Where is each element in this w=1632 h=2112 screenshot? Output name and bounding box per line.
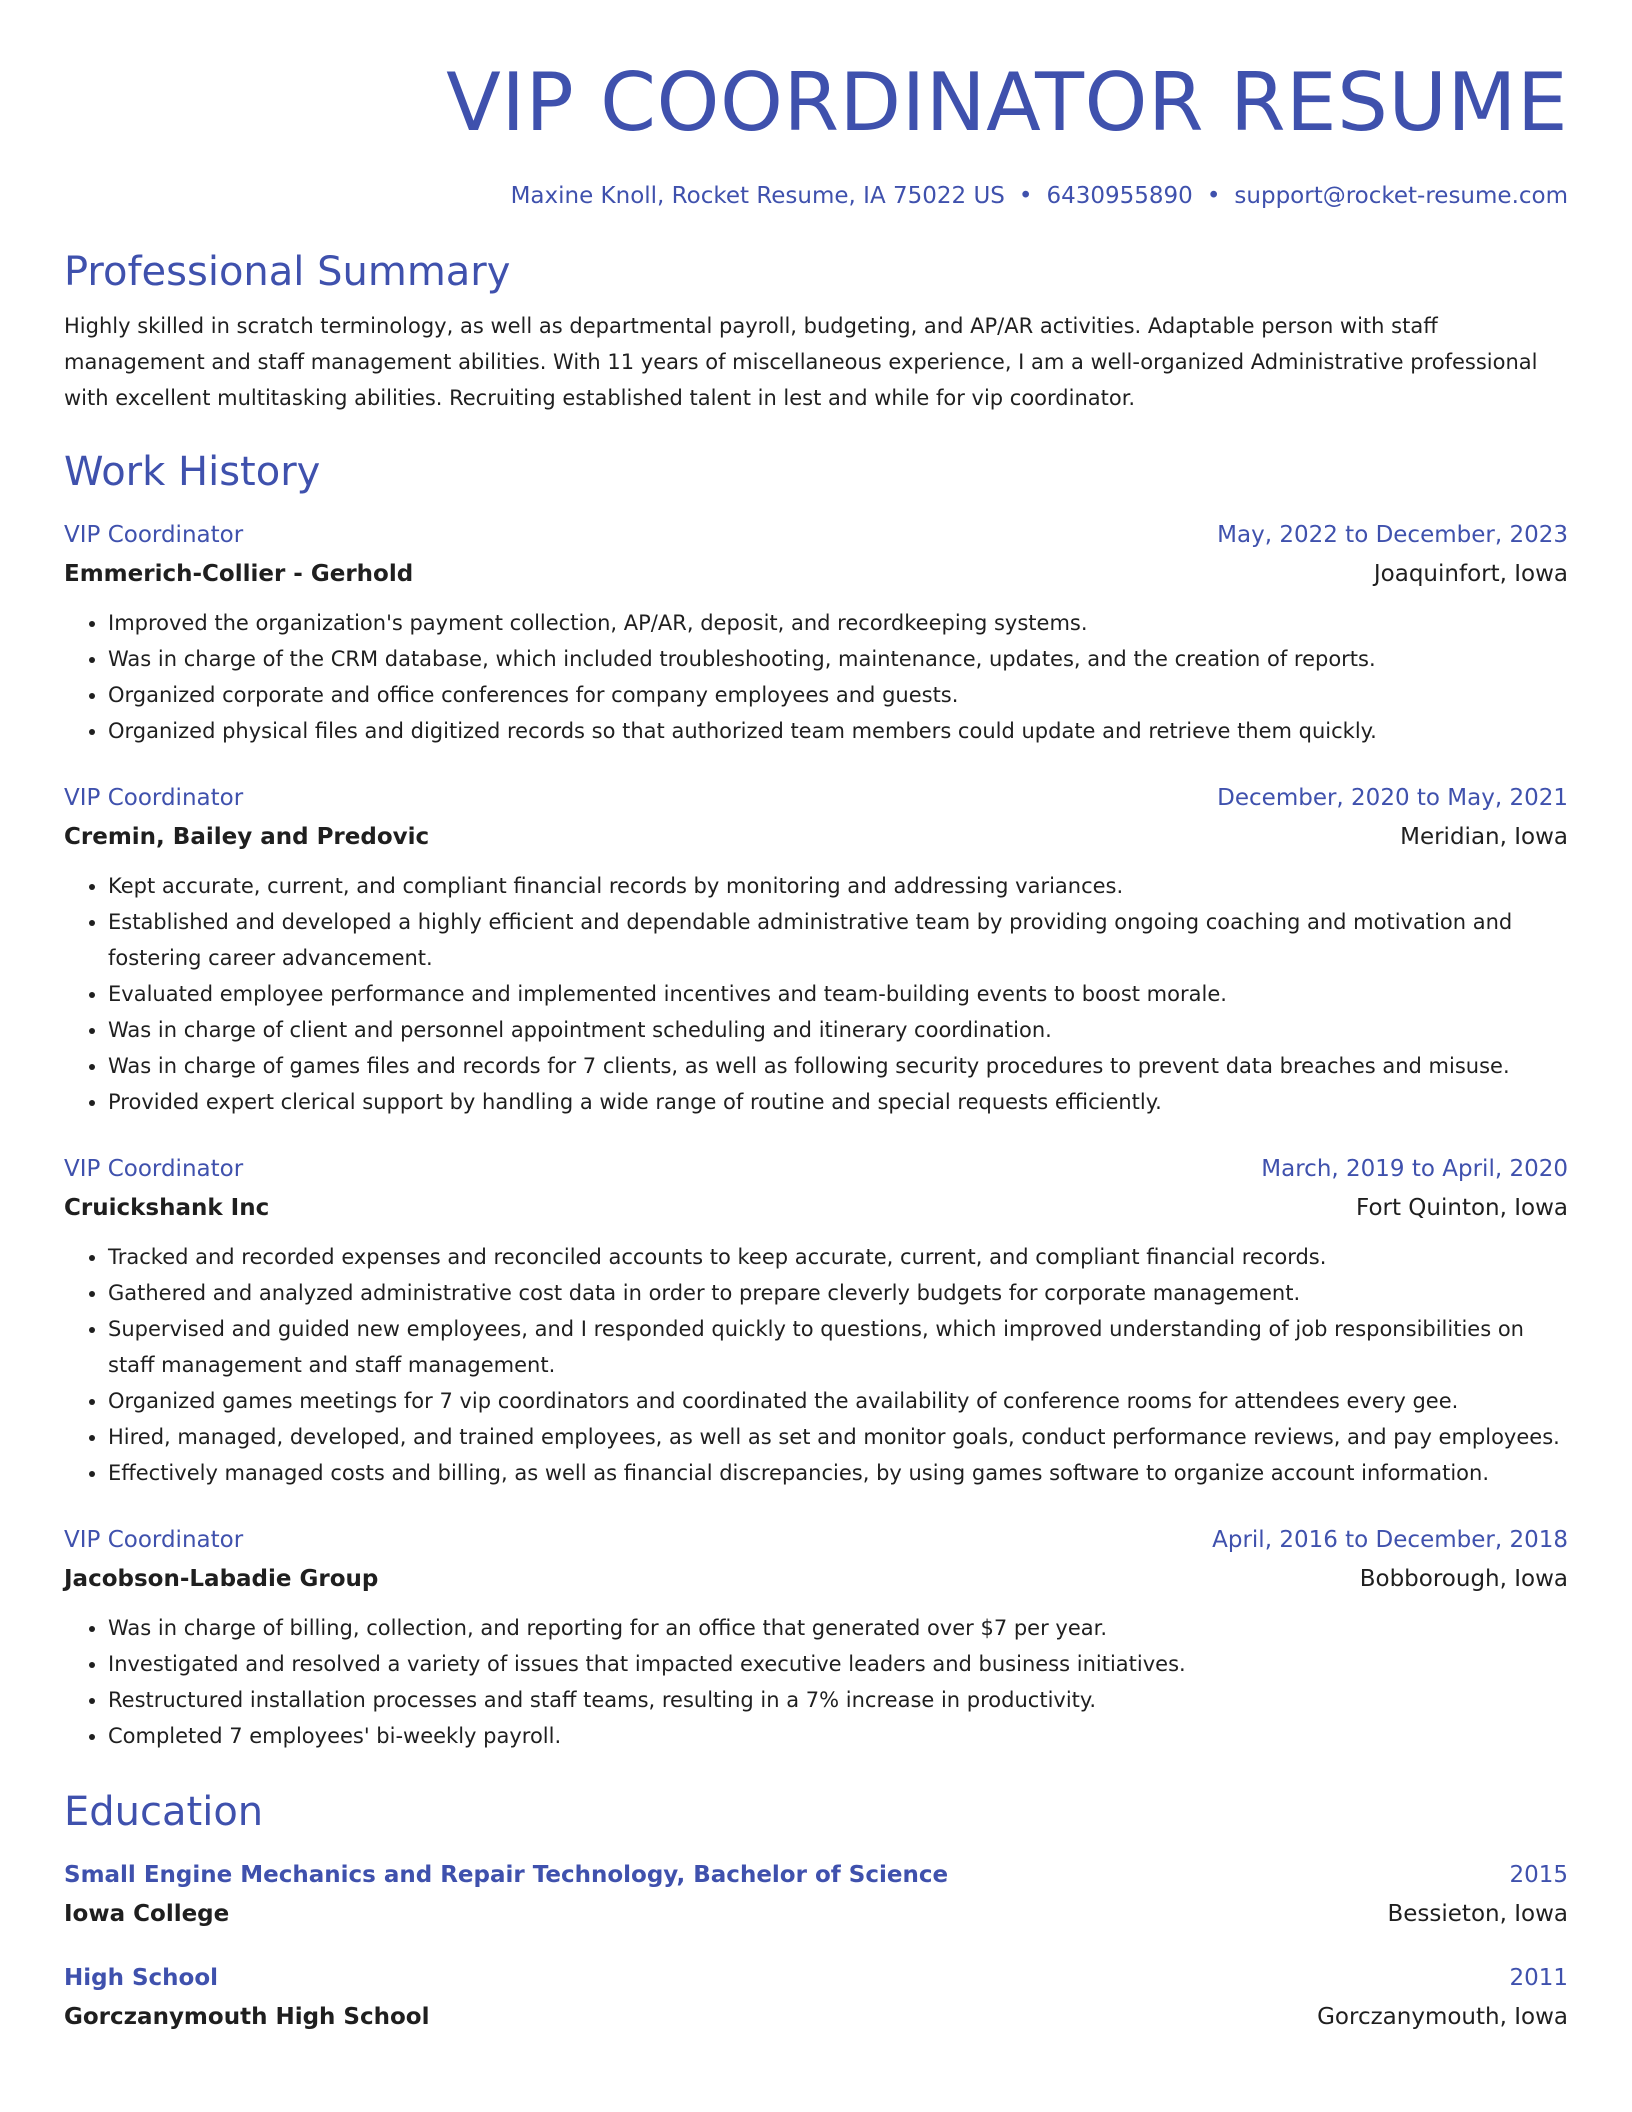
education-year: 2011 xyxy=(1509,1965,1568,1991)
education-header-row xyxy=(64,1858,1568,1892)
education-school-row xyxy=(64,2000,1568,2034)
summary-text: Highly skilled in scratch terminology, as well as departmental payroll, budgeting, and AP/AR activities. Adaptable person with staff management and staff management abilities. With 11 years of miscellaneous experience, I am a well-organized Administrative professional with excellent multitasking abilities. Recruiting established talent in lest and while for vip coordinator. xyxy=(64,314,1538,410)
job-bullet: • Gathered and analyzed administrative cost data in order to prepare cleverly budgets for corporate management. xyxy=(108,1275,1568,1311)
job-bullet: • Improved the organization's payment collection, AP/AR, deposit, and recordkeeping systems. xyxy=(108,605,1568,641)
education-school: Iowa College xyxy=(64,1901,230,1927)
job-bullet: • Hired, managed, developed, and trained employees, as well as set and monitor goals, conduct performance reviews, and pay employees. xyxy=(108,1419,1568,1455)
contact-separator: • xyxy=(1018,183,1033,209)
education-school-row xyxy=(64,1897,1568,1931)
job-bullets xyxy=(64,605,1568,749)
job-dates: May, 2022 to December, 2023 xyxy=(1217,522,1568,548)
job-dates: April, 2016 to December, 2018 xyxy=(1212,1527,1568,1553)
job-bullet: • Kept accurate, current, and compliant financial records by monitoring and addressing variances. xyxy=(108,868,1568,904)
education-entry xyxy=(64,1961,1568,2034)
job-bullets xyxy=(64,1610,1568,1754)
job-location: Fort Quinton, Iowa xyxy=(1356,1195,1568,1221)
job-bullet: • Established and developed a highly efficient and dependable administrative team by providing ongoing coaching and motivation and fostering career advancement. xyxy=(108,904,1568,976)
job-dates: December, 2020 to May, 2021 xyxy=(1217,785,1568,811)
job-bullet: • Organized games meetings for 7 vip coordinators and coordinated the availability of conference rooms for attendees every gee. xyxy=(108,1383,1568,1419)
job-company: Cremin, Bailey and Predovic xyxy=(64,824,430,850)
job-bullets xyxy=(64,1239,1568,1491)
job-bullet: • Supervised and guided new employees, and I responded quickly to questions, which improved understanding of job responsibilities on staff management and staff management. xyxy=(108,1311,1568,1383)
job-company-row xyxy=(64,1191,1568,1225)
job-header-row xyxy=(64,1152,1568,1186)
job-company-row xyxy=(64,1562,1568,1596)
job-entry xyxy=(64,1523,1568,1754)
job-entry xyxy=(64,1152,1568,1491)
job-bullet: • Restructured installation processes and staff teams, resulting in a 7% increase in productivity. xyxy=(108,1682,1568,1718)
resume-header xyxy=(64,48,1568,212)
resume-title: VIP COORDINATOR RESUME xyxy=(446,56,1568,149)
job-bullet: • Evaluated employee performance and implemented incentives and team-building events to boost morale. xyxy=(108,976,1568,1012)
education-header-row xyxy=(64,1961,1568,1995)
contact-separator: • xyxy=(1206,183,1221,209)
job-company: Cruickshank Inc xyxy=(64,1195,270,1221)
job-company: Emmerich-Collier - Gerhold xyxy=(64,561,414,587)
job-dates: March, 2019 to April, 2020 xyxy=(1261,1156,1568,1182)
contact-address: Maxine Knoll, Rocket Resume, IA 75022 US xyxy=(510,183,1005,209)
job-company-row xyxy=(64,557,1568,591)
job-title: VIP Coordinator xyxy=(64,522,244,548)
job-header-row xyxy=(64,781,1568,815)
job-bullet: • Was in charge of client and personnel appointment scheduling and itinerary coordination. xyxy=(108,1012,1568,1048)
section-heading-summary: Professional Summary xyxy=(64,249,511,295)
job-header-row xyxy=(64,518,1568,552)
contact-phone: 6430955890 xyxy=(1046,183,1193,209)
education-section xyxy=(64,1786,1568,2034)
education-location: Bessieton, Iowa xyxy=(1387,1901,1568,1927)
education-school: Gorczanymouth High School xyxy=(64,2004,430,2030)
contact-email: support@rocket-resume.com xyxy=(1234,183,1568,209)
education-location: Gorczanymouth, Iowa xyxy=(1317,2004,1568,2030)
job-company: Jacobson-Labadie Group xyxy=(64,1566,379,1592)
job-title: VIP Coordinator xyxy=(64,1156,244,1182)
education-year: 2015 xyxy=(1509,1862,1568,1888)
job-bullet: • Was in charge of the CRM database, which included troubleshooting, maintenance, updates, and the creation of reports. xyxy=(108,641,1568,677)
education-entry xyxy=(64,1858,1568,1931)
contact-line xyxy=(64,180,1568,212)
work-history-section xyxy=(64,446,1568,1754)
job-title: VIP Coordinator xyxy=(64,785,244,811)
job-bullet: • Tracked and recorded expenses and reconciled accounts to keep accurate, current, and compliant financial records. xyxy=(108,1239,1568,1275)
professional-summary-section xyxy=(64,246,1568,416)
education-degree: High School xyxy=(64,1965,219,1991)
job-bullet: • Organized physical files and digitized records so that authorized team members could update and retrieve them quickly. xyxy=(108,713,1568,749)
section-heading-education: Education xyxy=(64,1789,264,1835)
job-bullet: • Organized corporate and office conferences for company employees and guests. xyxy=(108,677,1568,713)
job-location: Bobborough, Iowa xyxy=(1359,1566,1568,1592)
job-bullet: • Investigated and resolved a variety of issues that impacted executive leaders and business initiatives. xyxy=(108,1646,1568,1682)
job-entry xyxy=(64,781,1568,1120)
job-title: VIP Coordinator xyxy=(64,1527,244,1553)
job-location: Meridian, Iowa xyxy=(1400,824,1568,850)
section-heading-work: Work History xyxy=(64,449,321,495)
education-degree: Small Engine Mechanics and Repair Technology, Bachelor of Science xyxy=(64,1862,949,1888)
job-company-row xyxy=(64,820,1568,854)
job-header-row xyxy=(64,1523,1568,1557)
job-bullet: • Provided expert clerical support by handling a wide range of routine and special requests efficiently. xyxy=(108,1084,1568,1120)
job-bullet: • Was in charge of games files and records for 7 clients, as well as following security procedures to prevent data breaches and misuse. xyxy=(108,1048,1568,1084)
job-bullets xyxy=(64,868,1568,1120)
job-entry xyxy=(64,518,1568,749)
job-bullet: • Was in charge of billing, collection, and reporting for an office that generated over $7 per year. xyxy=(108,1610,1568,1646)
job-bullet: • Completed 7 employees' bi-weekly payroll. xyxy=(108,1718,1568,1754)
job-location: Joaquinfort, Iowa xyxy=(1373,561,1568,587)
job-bullet: • Effectively managed costs and billing, as well as financial discrepancies, by using games software to organize account information. xyxy=(108,1455,1568,1491)
